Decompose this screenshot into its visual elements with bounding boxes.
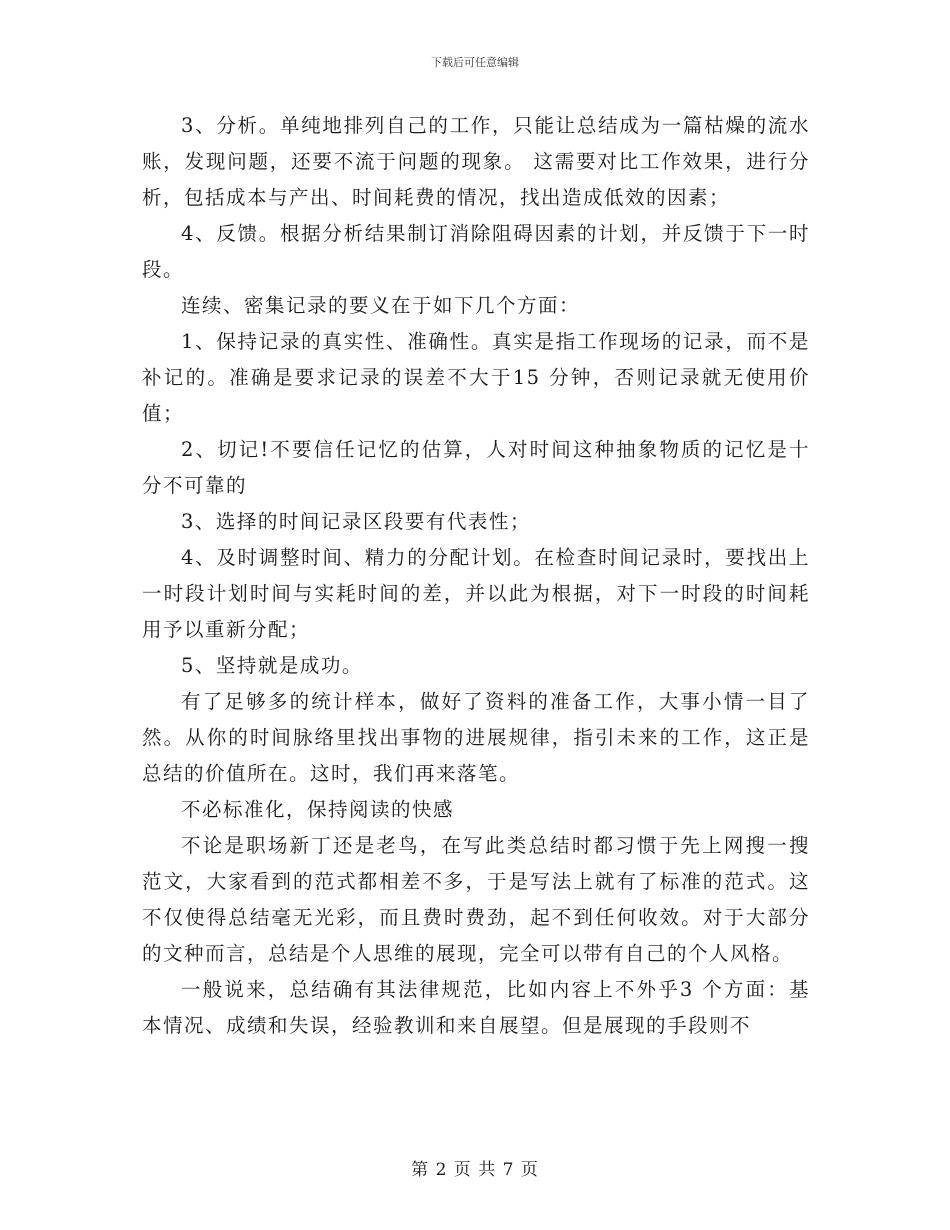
- section-heading: 不必标准化，保持阅读的快感: [181, 798, 455, 821]
- document-body: [142, 108, 810, 1044]
- paragraph-accuracy: 1、保持记录的真实性、准确性。真实是指工作现场的记录，而不是补记的。准确是要求记录的误差不大于15 分钟，否则记录就无使用价值；: [142, 330, 810, 425]
- page-header: 下载后可任意编辑: [431, 56, 519, 69]
- page-number: 第 2 页 共 7 页: [411, 1160, 539, 1180]
- paragraph-memory: 2、切记!不要信任记忆的估算，人对时间这种抽象物质的记忆是十分不可靠的: [142, 438, 810, 497]
- paragraph-persist: 5、坚持就是成功。: [181, 654, 363, 677]
- paragraph-norms: 一般说来，总结确有其法律规范，比如内容上不外乎3 个方面：基本情况、成绩和失误，经验教训和来自展望。但是展现的手段则不: [142, 978, 810, 1037]
- paragraph-feedback: 4、反馈。根据分析结果制订消除阻碍因素的计划，并反馈于下一时段。: [142, 222, 810, 281]
- paragraph-analysis: 3、分析。单纯地排列自己的工作，只能让总结成为一篇枯燥的流水账，发现问题，还要不流于问题的现象。 这需要对比工作效果，进行分析，包括成本与产出、时间耗费的情况，找出造成低效的因素；: [142, 114, 810, 209]
- paragraph-samples: 有了足够多的统计样本，做好了资料的准备工作，大事小情一目了然。从你的时间脉络里找出事物的进展规律，指引未来的工作，这正是总结的价值所在。这时，我们再来落笔。: [142, 690, 810, 785]
- paragraph-adjust: 4、及时调整时间、精力的分配计划。在检查时间记录时，要找出上一时段计划时间与实耗时间的差，并以此为根据，对下一时段的时间耗用予以重新分配；: [142, 546, 810, 641]
- paragraph-record-intro: 连续、密集记录的要义在于如下几个方面：: [181, 294, 581, 317]
- paragraph-representative: 3、选择的时间记录区段要有代表性；: [181, 510, 531, 533]
- paragraph-templates: 不论是职场新丁还是老鸟，在写此类总结时都习惯于先上网搜一搜范文，大家看到的范式都相差不多，于是写法上就有了标准的范式。这不仅使得总结毫无光彩，而且费时费劲，起不到任何收效。对于大部分的文种而言，总结是个人思维的展现，完全可以带有自己的个人风格。: [142, 834, 810, 965]
